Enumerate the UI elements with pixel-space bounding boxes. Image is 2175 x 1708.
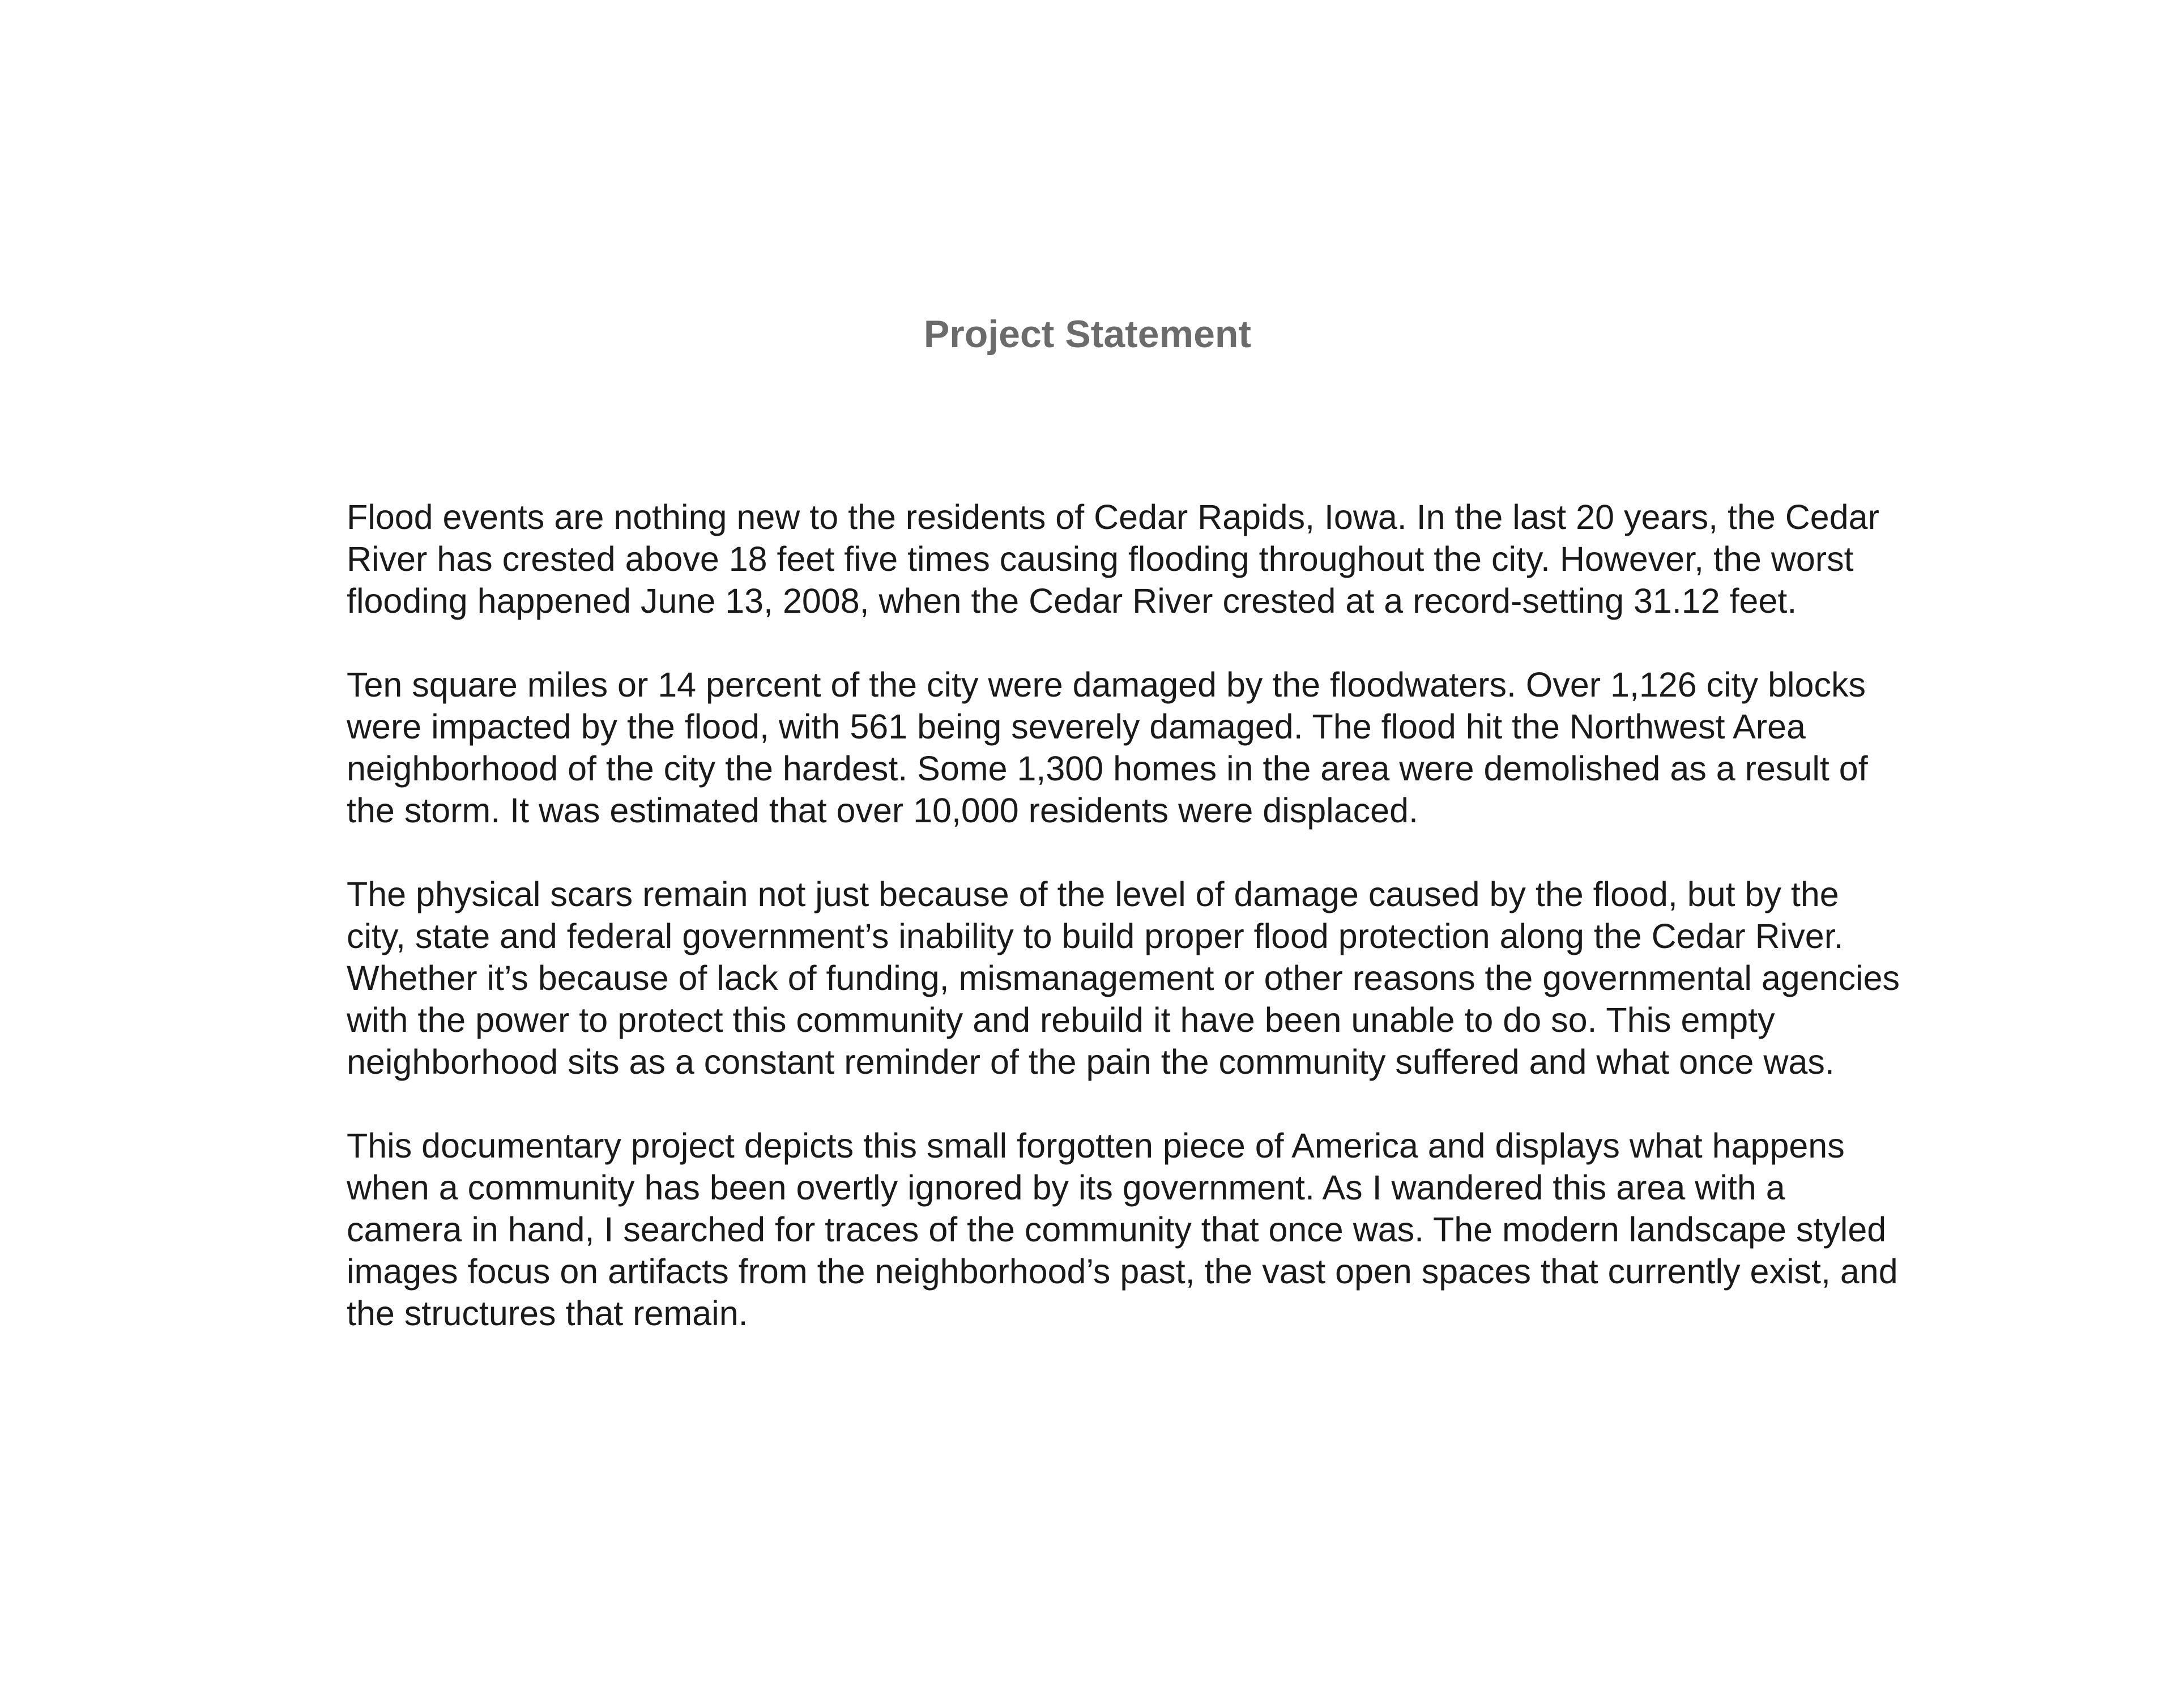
- paragraph-flood-history: Flood events are nothing new to the residents of Cedar Rapids, Iowa. In the last 20 years, the Cedar River has crested above 18 feet five times causing flooding throughout the city. However, the worst flooding happened June 13, 2008, when the Cedar River crested at a record-setting 31.12 feet.: [347, 498, 1879, 620]
- paragraph-damage-extent: Ten square miles or 14 percent of the city were damaged by the floodwaters. Over 1,126 city blocks were impacted by the flood, with 561 being severely damaged. The flood hit the Northwest Area neighborhood of the city the hardest. Some 1,300 homes in the area were demolished as a result of the storm. It was estimated that over 10,000 residents were displaced.: [347, 665, 1868, 830]
- paragraph-documentary-project: This documentary project depicts this small forgotten piece of America and displays what happens when a community has been overtly ignored by its government. As I wandered this area with a camera in hand, I searched for traces of the community that once was. The modern landscape styled images focus on artifacts from the neighborhood’s past, the vast open spaces that currently exist, and the structures that remain.: [347, 1126, 1898, 1333]
- statement-body: [347, 496, 1921, 1376]
- paragraph-physical-scars: The physical scars remain not just because of the level of damage caused by the flood, but by the city, state and federal government’s inability to build proper flood protection along the Cedar River. Whether it’s because of lack of funding, mismanagement or other reasons the governmental agencies with the power to protect this community and rebuild it have been unable to do so. This empty neighborhood sits as a constant reminder of the pain the community suffered and what once was.: [347, 875, 1900, 1081]
- page-title: Project Statement: [923, 313, 1252, 356]
